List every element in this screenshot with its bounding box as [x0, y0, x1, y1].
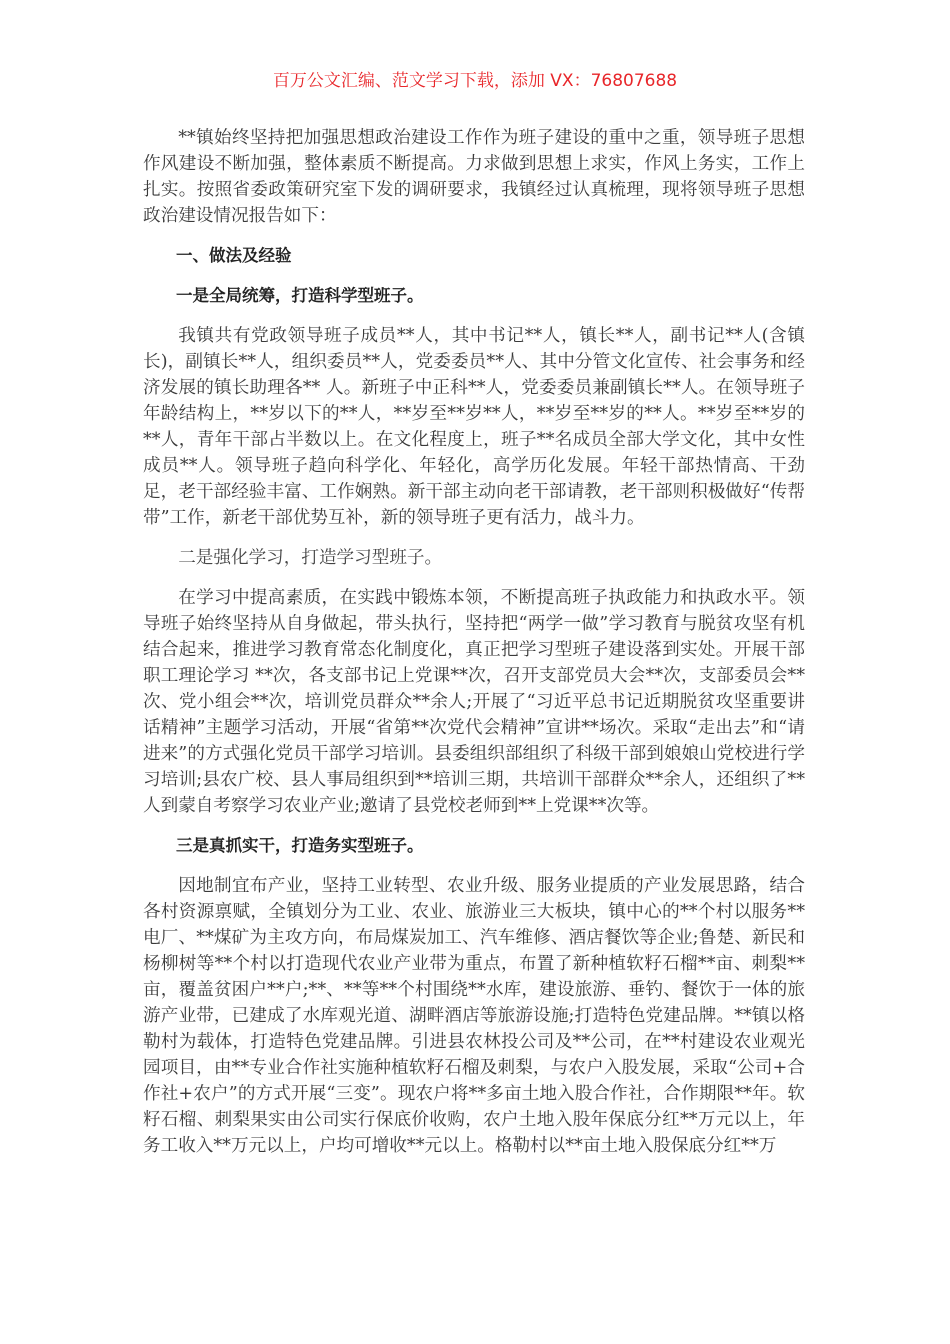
subsection-body-2: 在学习中提高素质，在实践中锻炼本领，不断提高班子执政能力和执政水平。领导班子始终坚持从自身做起，带头执行，坚持把“两学一做”学习教育与脱贫攻坚有机结合起来，推进学习教育常态化制度化，真正把学习型班子建设落到实处。开展干部职工理论学习 **次，各支部书记上党课**次，召开支部党员大会**次，支部委员会**次、党小组会**次，培训党员群众**余人;开展了“习近平总书记近期脱贫攻坚重要讲话精神”主题学习活动，开展“省第**次党代会精神”宣讲**场次。采取“走出去”和“请进来”的方式强化党员干部学习培训。县委组织部组织了科级干部到娘娘山党校进行学习培训;县农广校、县人事局组织到**培训三期，共培训干部群众**余人，还组织了**人到蒙自考察学习农业产业;邀请了县党校老师到**上党课**次等。 — [143, 588, 805, 816]
subsection-body-3: 因地制宜布产业，坚持工业转型、农业升级、服务业提质的产业发展思路，结合各村资源禀赋，全镇划分为工业、农业、旅游业三大板块，镇中心的**个村以服务**电厂、**煤矿为主攻方向，布局煤炭加工、汽车维修、酒店餐饮等企业;鲁楚、新民和杨柳树等**个村以打造现代农业产业带为重点，布置了新种植软籽石榴**亩、刺梨**亩，覆盖贫困户**户;**、**等**个村围绕**水库，建设旅游、垂钓、餐饮于一体的旅游产业带，已建成了水库观光道、湖畔酒店等旅游设施;打造特色党建品牌。**镇以格勒村为载体，打造特色党建品牌。引进县农林投公司及**公司，在**村建设农业观光园项目，由**专业合作社实施种植软籽石榴及刺梨，与农户入股发展，采取“公司+合作社+农户”的方式开展“三变”。现农户将**多亩土地入股合作社，合作期限**年。软籽石榴、刺梨果实由公司实行保底价收购，农户土地入股年保底分红**万元以上，年务工收入**万元以上，户均可增收**元以上。格勒村以**亩土地入股保底分红**万 — [143, 876, 805, 1156]
intro-paragraph: **镇始终坚持把加强思想政治建设工作作为班子建设的重中之重，领导班子思想作风建设不断加强，整体素质不断提高。力求做到思想上求实，作风上务实，工作上扎实。按照省委政策研究室下发的调研要求，我镇经过认真梳理，现将领导班子思想政治建设情况报告如下： — [143, 128, 805, 226]
subsection-heading-3: 三是真抓实干，打造务实型班子。 — [176, 836, 424, 855]
subsection-body-1: 我镇共有党政领导班子成员**人，其中书记**人，镇长**人，副书记**人(含镇长)，副镇长**人，组织委员**人，党委委员**人、其中分管文化宣传、社会事务和经济发展的镇长助理各** 人。新班子中正科**人，党委委员兼副镇长**人。在领导班子年龄结构上，**岁以下的**人，**岁至**岁**人，**岁至**岁的**人。**岁至**岁的**人，青年干部占半数以上。在文化程度上，班子**名成员全部大学文化，其中女性成员**人。领导班子趋向科学化、年轻化，高学历化发展。年轻干部热情高、干劲足，老干部经验丰富、工作娴熟。新干部主动向老干部请教，老干部则积极做好“传帮带”工作，新老干部优势互补，新的领导班子更有活力，战斗力。 — [143, 326, 805, 528]
download-banner: 百万公文汇编、范文学习下载，添加 VX：76807688 — [272, 71, 678, 91]
section-heading: 一、做法及经验 — [176, 246, 292, 265]
subsection-heading-2: 二是强化学习，打造学习型班子。 — [178, 548, 443, 568]
subsection-heading-1: 一是全局统筹，打造科学型班子。 — [176, 286, 424, 305]
document-body — [143, 125, 805, 1159]
